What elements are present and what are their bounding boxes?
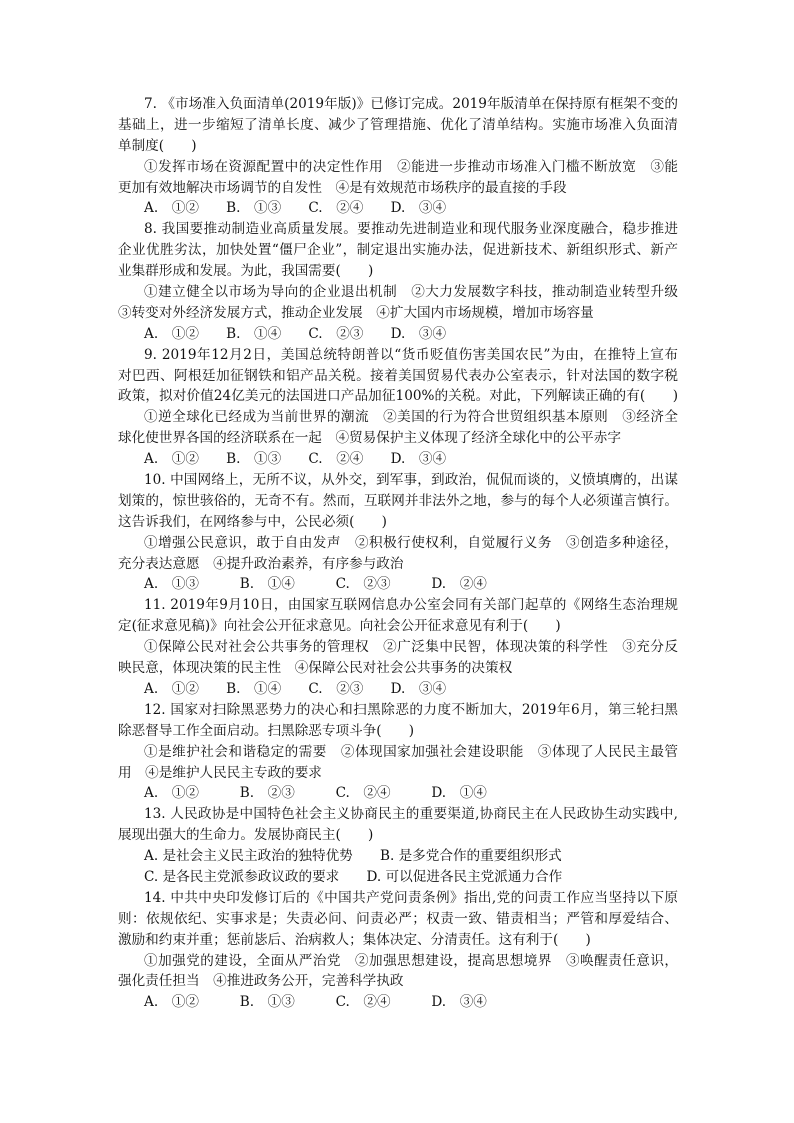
q11-statements-line-2: 映民意，体现决策的民主性 ④保障公民对社会公共事务的决策权 (118, 660, 513, 677)
q13-stem-line-2: 展现出强大的生命力。发展协商民主( ) (118, 827, 374, 844)
q14-stem-line-2: 则：依规依纪、实事求是；失责必问、问责必严；权责一致、错责相当；严管和厚爱结合、 (118, 910, 678, 927)
q8-stem-line-2: 企业优胜劣汰，加快处置“僵尸企业”，制定退出实施办法，促进新技术、新组织形式、新产 (118, 242, 678, 259)
q7-statements-line-1: ①发挥市场在资源配置中的决定性作用 ②能进一步推动市场准入门槛不断放宽 ③能 (144, 158, 678, 175)
q10-stem-line-1: 10. 中国网络上，无所不议，从外交，到军事，到政治，侃侃而谈的，义愤填膺的，出谋 (144, 472, 678, 489)
q10-stem-line-2: 划策的，惊世骇俗的，无奇不有。然而，互联网并非法外之地，参与的每个人必须谨言慎行。 (118, 492, 678, 509)
q12-stem-line-2: 除恶督导工作全面启动。扫黑除恶专项斗争( ) (118, 722, 415, 739)
q7-stem-line-1: 7. 《市场准入负面清单(2019年版)》已修订完成。2019年版清单在保持原有框架不变的 (144, 96, 678, 112)
q11-stem-line-2: 定(征求意见稿)》向社会公开征求意见。向社会公开征求意见有利于( ) (118, 618, 561, 635)
q10-statements-line-2: 充分表达意愿 ④提升政治素养，有序参与政治 (118, 555, 404, 572)
q13-options-cd: C. 是各民主党派参政议政的要求 D. 可以促进各民主党派通力合作 (144, 868, 563, 885)
q11-stem-line-1: 11. 2019年9月10日，由国家互联网信息办公室会同有关部门起草的《网络生态治理规 (144, 597, 678, 614)
q11-statements-line-1: ①保障公民对社会公共事务的管理权 ②广泛集中民智，体现决策的科学性 ③充分反 (144, 639, 678, 656)
q9-options: A. ①② B. ①③ C. ②④ D. ③④ (144, 451, 447, 468)
q8-statements-line-1: ①建立健全以市场为导向的企业退出机制 ②大力发展数字科技，推动制造业转型升级 (144, 284, 678, 301)
q8-statements-line-2: ③转变对外经济发展方式，推动企业发展 ④扩大国内市场规模，增加市场容量 (118, 304, 594, 321)
q14-options: A. ①② B. ①③ C. ②④ D. ③④ (144, 994, 487, 1011)
q14-stem-line-1: 14. 中共中央印发修订后的《中国共产党问责条例》指出,党的问责工作应当坚持以下原 (144, 889, 678, 906)
q10-statements-line-1: ①增强公民意识，敢于自由发声 ②积极行使权利，自觉履行义务 ③创造多种途径， (144, 534, 678, 551)
q8-stem-line-1: 8. 我国要推动制造业高质量发展。要推动先进制造业和现代服务业深度融合，稳步推进 (144, 221, 678, 238)
q7-statements-line-2: 更加有效地解决市场调节的自发性 ④是有效规范市场秩序的最直接的手段 (118, 179, 567, 196)
q12-options: A. ①② B. ②③ C. ②④ D. ①④ (144, 785, 487, 802)
q10-stem-line-3: 这告诉我们，在网络参与中，公民必须( ) (118, 513, 387, 530)
q8-stem-line-3: 业集群形成和发展。为此，我国需要( ) (118, 263, 374, 280)
q7-stem-line-3: 单制度( ) (118, 137, 197, 154)
q9-statements-line-2: 球化使世界各国的经济联系在一起 ④贸易保护主义体现了经济全球化中的公平赤字 (118, 430, 621, 447)
q14-statements-line-2: 强化责任担当 ④推进政务公开，完善科学执政 (118, 973, 404, 990)
q13-stem-line-1: 13. 人民政协是中国特色社会主义协商民主的重要渠道,协商民主在人民政协生动实践中, (144, 806, 678, 823)
q14-statements-line-1: ①加强党的建设，全面从严治党 ②加强思想建设，提高思想境界 ③唤醒责任意识， (144, 952, 678, 969)
q13-options-ab: A. 是社会主义民主政治的独特优势 B. 是多党合作的重要组织形式 (144, 848, 562, 865)
q9-statements-line-1: ①逆全球化已经成为当前世界的潮流 ②美国的行为符合世贸组织基本原则 ③经济全 (144, 409, 678, 426)
q9-stem-line-3: 政策，拟对价值24亿美元的法国进口产品加征100%的关税。对此，下列解读正确的有( ) (118, 388, 678, 405)
q7-options: A. ①② B. ①③ C. ②④ D. ③④ (144, 200, 447, 217)
q14-stem-line-3: 激励和约束并重；惩前毖后、治病救人；集体决定、分清责任。这有利于( ) (118, 931, 591, 948)
q10-options: A. ①③ B. ①④ C. ②③ D. ②④ (144, 576, 487, 593)
q9-stem-line-1: 9. 2019年12月2日，美国总统特朗普以“货币贬值伤害美国农民”为由，在推特上宣布 (144, 346, 678, 363)
exam-page (118, 94, 678, 1013)
q8-options: A. ①② B. ①④ C. ②③ D. ③④ (144, 325, 447, 342)
q12-stem-line-1: 12. 国家对扫除黑恶势力的决心和扫黑除恶的力度不断加大，2019年6月，第三轮扫黑 (144, 701, 678, 718)
q9-stem-line-2: 对巴西、阿根廷加征钢铁和铝产品关税。接着美国贸易代表办公室表示，针对法国的数字税 (118, 367, 678, 384)
q11-options: A. ①② B. ①④ C. ②③ D. ③④ (144, 680, 447, 697)
q7-stem-line-2: 基础上，进一步缩短了清单长度、减少了管理措施、优化了清单结构。实施市场准入负面清 (118, 116, 678, 133)
q12-statements-line-2: 用 ④是维护人民民主专政的要求 (118, 764, 322, 781)
q12-statements-line-1: ①是维护社会和谐稳定的需要 ②体现国家加强社会建设职能 ③体现了人民民主最管 (144, 743, 678, 760)
